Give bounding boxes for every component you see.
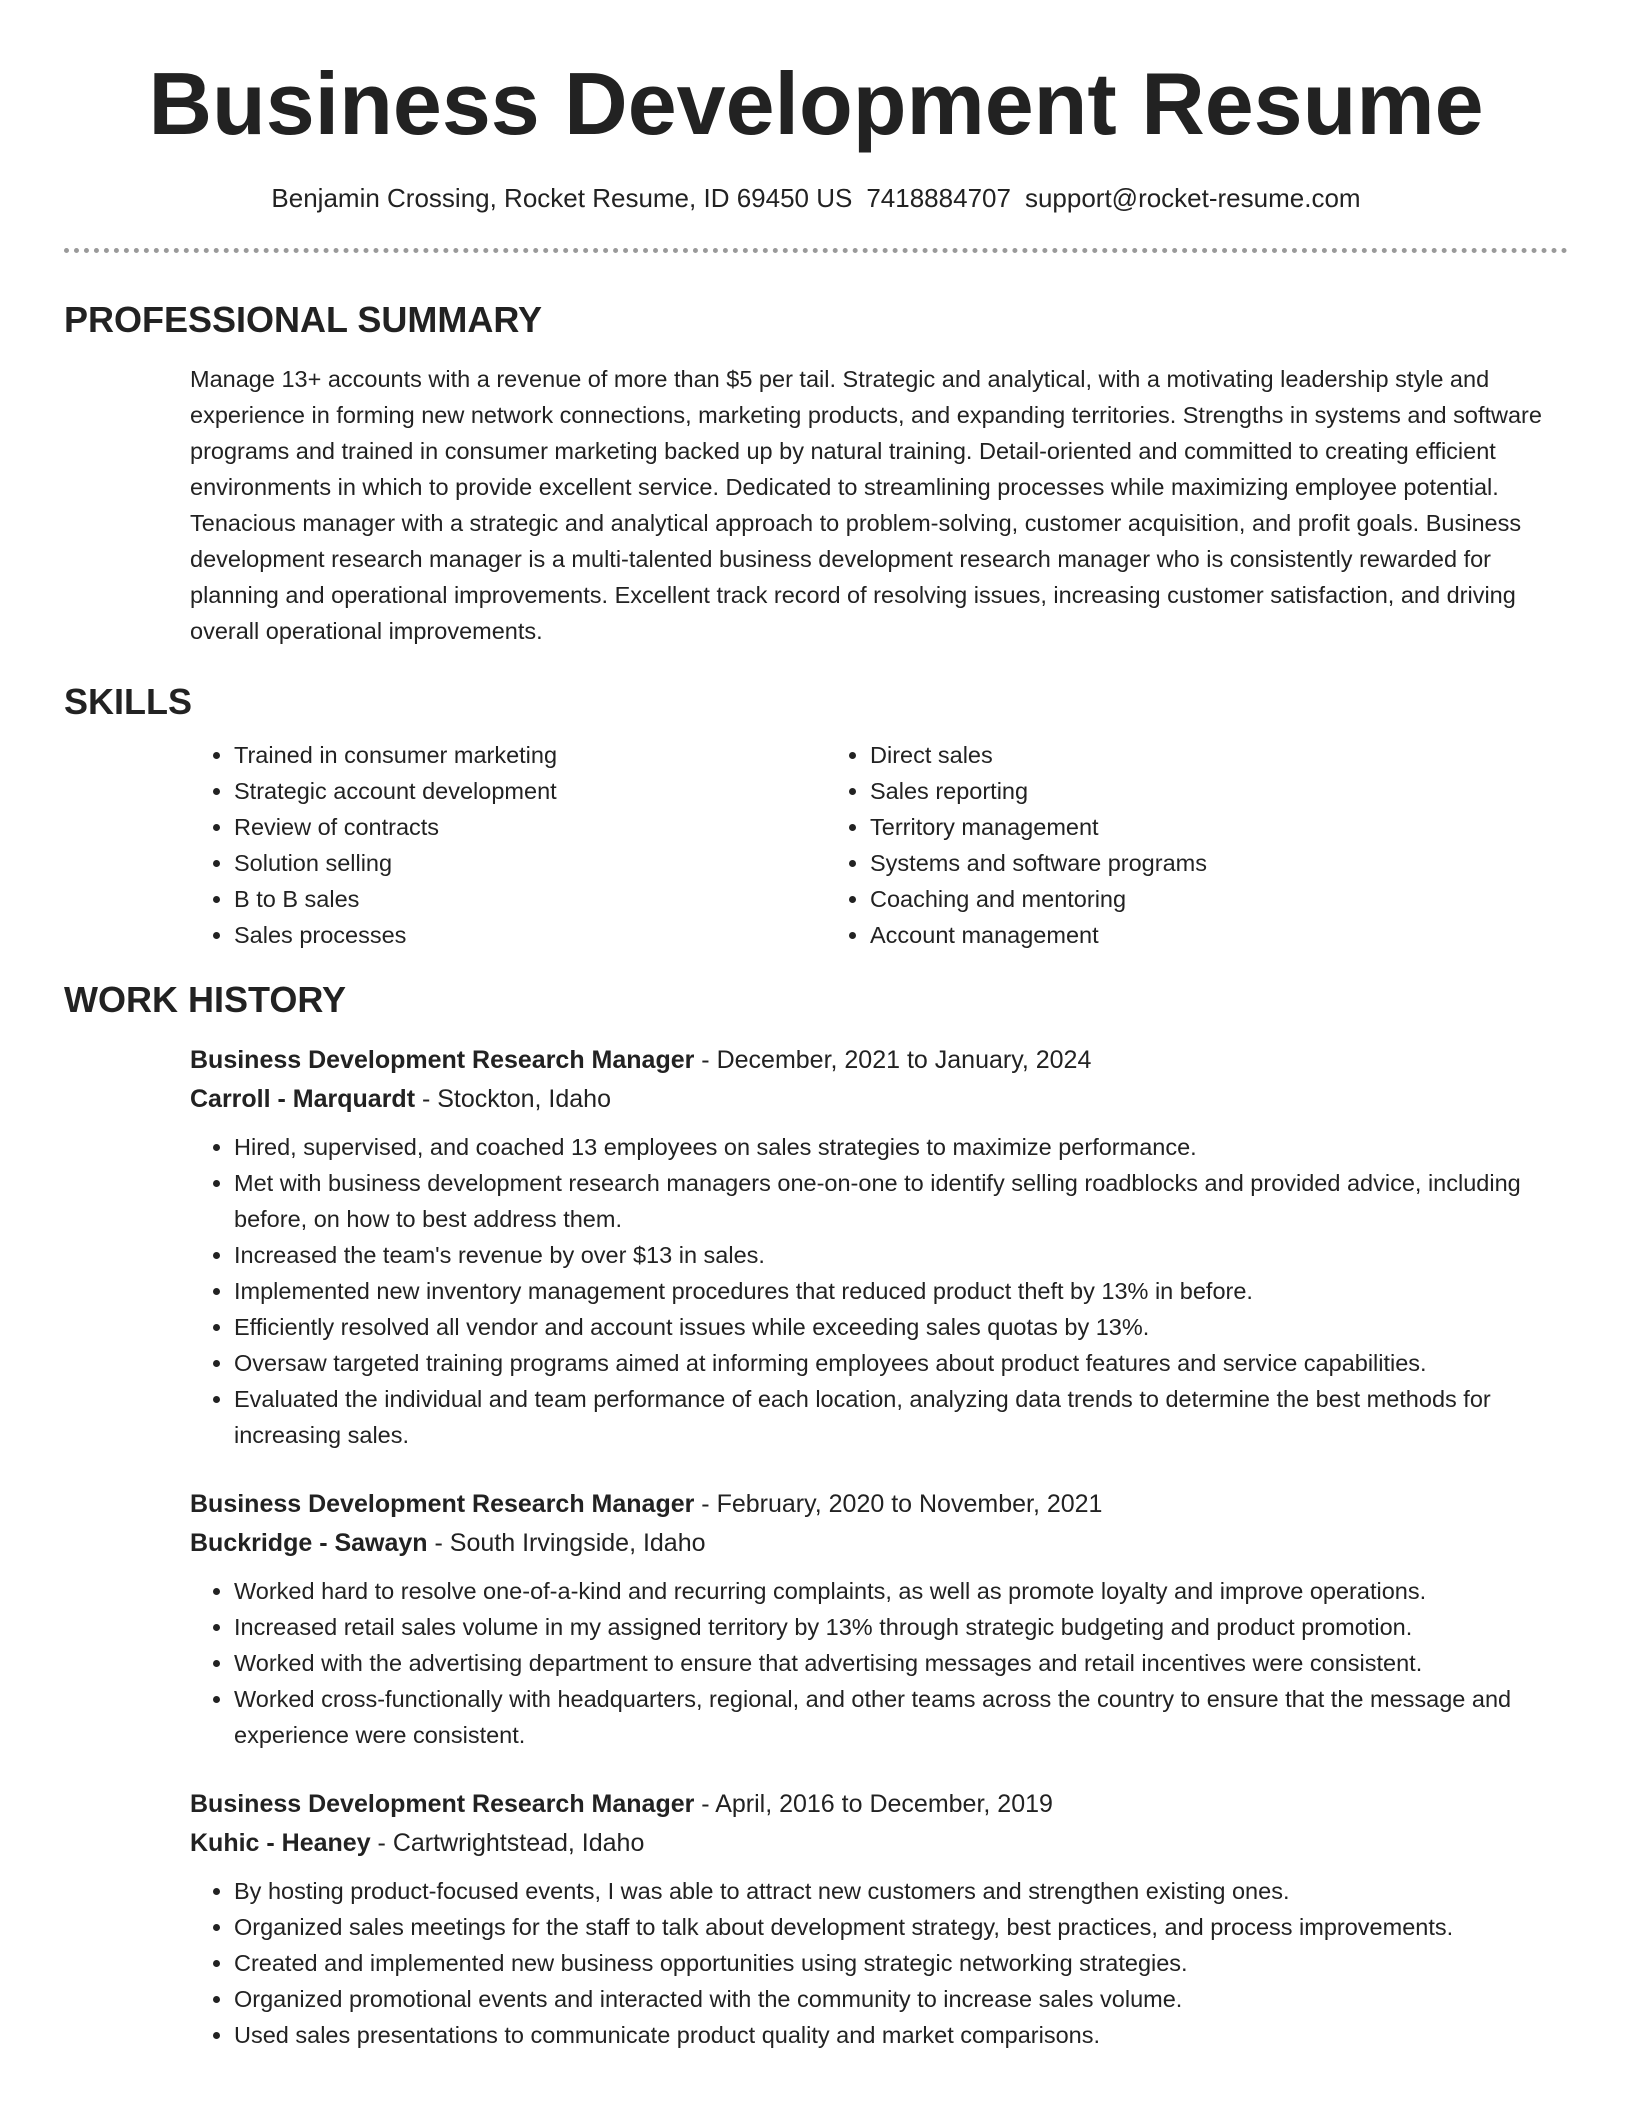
job-bullet: • Increased retail sales volume in my assigned territory by 13% through strategic budgeting and product promotion.: [234, 1609, 1568, 1645]
job-bullet: • Oversaw targeted training programs aimed at informing employees about product features and service capabilities.: [234, 1345, 1568, 1381]
job-bullet: • Organized promotional events and interacted with the community to increase sales volume.: [234, 1981, 1568, 2017]
job-title-line: [190, 1785, 1568, 1824]
job-bullet: • Worked hard to resolve one-of-a-kind and recurring complaints, as well as promote loyalty and improve operations.: [234, 1573, 1568, 1609]
job-company-line: [190, 1080, 1568, 1119]
job-location: - Stockton, Idaho: [415, 1085, 611, 1113]
skills-list: [190, 737, 1568, 953]
job-title: Business Development Research Manager: [190, 1046, 695, 1074]
job-bullet: • Efficiently resolved all vendor and account issues while exceeding sales quotas by 13%.: [234, 1309, 1568, 1345]
contact-email: support@rocket-resume.com: [1024, 183, 1361, 213]
contact-address: Benjamin Crossing, Rocket Resume, ID 69450 US: [271, 183, 853, 213]
job-bullet: • By hosting product-focused events, I was able to attract new customers and strengthen existing ones.: [234, 1873, 1568, 1909]
job-bullet: • Created and implemented new business opportunities using strategic networking strategies.: [234, 1945, 1568, 1981]
work-history-heading: WORK HISTORY: [64, 979, 347, 1020]
skill-item: • Systems and software programs: [870, 845, 1462, 881]
job-bullet: • Evaluated the individual and team performance of each location, analyzing data trends to determine the best methods for increasing sales.: [234, 1381, 1568, 1453]
skill-item: • Review of contracts: [234, 809, 826, 845]
job-dates: - December, 2021 to January, 2024: [694, 1046, 1092, 1074]
job-dates: - February, 2020 to November, 2021: [694, 1490, 1103, 1518]
skills-column-right: [826, 737, 1462, 953]
job-company-line: [190, 1824, 1568, 1863]
skill-item: • B to B sales: [234, 881, 826, 917]
skill-item: • Sales reporting: [870, 773, 1462, 809]
resume-title: Business Development Resume: [148, 54, 1484, 153]
job-bullet: • Used sales presentations to communicate product quality and market comparisons.: [234, 2017, 1568, 2053]
job-title: Business Development Research Manager: [190, 1490, 695, 1518]
skill-item: • Account management: [870, 917, 1462, 953]
skill-item: • Coaching and mentoring: [870, 881, 1462, 917]
job-entry: [190, 1485, 1568, 1753]
job-bullet: • Hired, supervised, and coached 13 employees on sales strategies to maximize performance.: [234, 1129, 1568, 1165]
job-bullet: • Increased the team's revenue by over $13 in sales.: [234, 1237, 1568, 1273]
job-bullet: • Worked with the advertising department to ensure that advertising messages and retail incentives were consistent.: [234, 1645, 1568, 1681]
job-bullets: [190, 1129, 1568, 1453]
skill-item: • Solution selling: [234, 845, 826, 881]
skills-heading: SKILLS: [64, 681, 193, 722]
job-company: Kuhic - Heaney: [190, 1829, 371, 1857]
job-title-line: [190, 1041, 1568, 1080]
summary-heading: PROFESSIONAL SUMMARY: [64, 299, 543, 340]
job-bullet: • Organized sales meetings for the staff to talk about development strategy, best practices, and process improvements.: [234, 1909, 1568, 1945]
job-bullet: • Met with business development research managers one-on-one to identify selling roadblocks and provided advice, including before, on how to best address them.: [234, 1165, 1568, 1237]
job-title: Business Development Research Manager: [190, 1790, 695, 1818]
job-dates: - April, 2016 to December, 2019: [694, 1790, 1053, 1818]
skill-item: • Territory management: [870, 809, 1462, 845]
skill-item: • Sales processes: [234, 917, 826, 953]
job-company-line: [190, 1524, 1568, 1563]
job-entry: [190, 1041, 1568, 1453]
job-bullet: • Implemented new inventory management procedures that reduced product theft by 13% in before.: [234, 1273, 1568, 1309]
resume-page: [64, 0, 1568, 2053]
job-company: Buckridge - Sawayn: [190, 1529, 428, 1557]
job-company: Carroll - Marquardt: [190, 1085, 416, 1113]
job-title-line: [190, 1485, 1568, 1524]
job-location: - Cartwrightstead, Idaho: [370, 1829, 645, 1857]
header-divider: [64, 248, 1568, 253]
skills-column-left: [190, 737, 826, 953]
job-entry: [190, 1785, 1568, 2053]
job-bullets: [190, 1873, 1568, 2053]
summary-text: Manage 13+ accounts with a revenue of more than $5 per tail. Strategic and analytical, with a motivating leadership style and experience in forming new network connections, marketing products, and expanding territories. Strengths in systems and software programs and trained in consumer marketing backed up by natural training. Detail-oriented and committed to creating efficient environments in which to provide excellent service. Dedicated to streamlining processes while maximizing employee potential. Tenacious manager with a strategic and analytical approach to problem-solving, customer acquisition, and profit goals. Business development research manager is a multi-talented business development research manager who is consistently rewarded for planning and operational improvements. Excellent track record of resolving issues, increasing customer satisfaction, and driving overall operational improvements.: [190, 366, 1542, 644]
job-location: - South Irvingside, Idaho: [427, 1529, 706, 1557]
job-bullet: • Worked cross-functionally with headquarters, regional, and other teams across the country to ensure that the message and experience were consistent.: [234, 1681, 1568, 1753]
contact-phone: 7418884707: [866, 183, 1011, 213]
skill-item: • Trained in consumer marketing: [234, 737, 826, 773]
job-bullets: [190, 1573, 1568, 1753]
contact-line: [64, 182, 1568, 214]
skill-item: • Strategic account development: [234, 773, 826, 809]
skill-item: • Direct sales: [870, 737, 1462, 773]
